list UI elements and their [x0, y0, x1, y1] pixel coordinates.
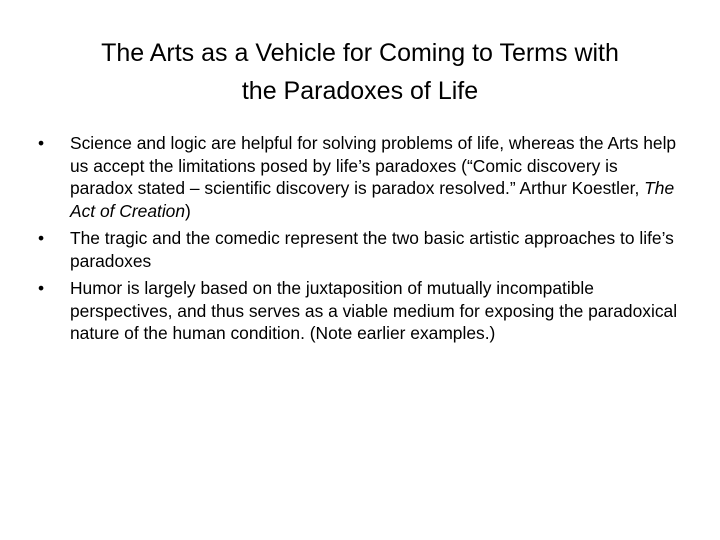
bullet-icon: •: [37, 278, 45, 298]
slide-title-line-2: the Paradoxes of Life: [241, 77, 479, 105]
slide-title-line-1: The Arts as a Vehicle for Coming to Terms with: [101, 39, 619, 67]
bullet-item: [34, 132, 684, 222]
bullet-icon: •: [37, 228, 45, 248]
bullet-text: Science and logic are helpful for solving problems of life, whereas the Arts help us accept the limitations posed by life’s paradoxes (“Comic discovery is paradox stated – scientific discovery is paradox resolved.” Arthur Koestler,: [70, 133, 677, 198]
bullet-icon: •: [37, 133, 45, 153]
bullet-item: [34, 277, 684, 345]
bullet-text: Humor is largely based on the juxtaposition of mutually incompatible perspectives, and thus serves as a viable medium for exposing the paradoxical nature of the human condition. (Note earlier examples.): [70, 278, 678, 343]
bullet-item: [34, 227, 684, 272]
bullet-text-end: ): [185, 200, 191, 221]
book-title: The Act of Creation: [70, 178, 675, 221]
bullet-text: The tragic and the comedic represent the two basic artistic approaches to life’s paradoxes: [70, 228, 674, 271]
bullet-list: [34, 132, 684, 350]
slide-title: [24, 34, 696, 110]
